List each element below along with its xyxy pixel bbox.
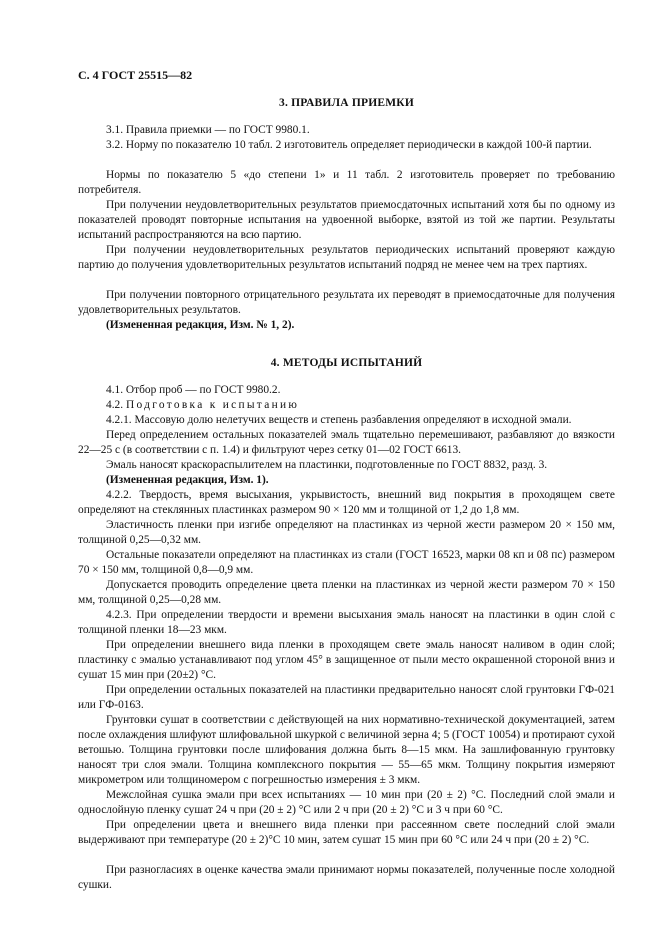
paragraph-4-2-3: 4.2.3. При определении твердости и времени высыхания эмаль наносят на пластинки в один слой с толщиной пленки 18—23 мкм. <box>78 609 615 636</box>
paragraph-4-2-3-primer: При определении остальных показателей на пластинки предварительно наносят слой грунтовки ГФ-021 или ГФ-0163. <box>78 684 615 711</box>
paragraph-4-2-heading: Подготовка к испытанию <box>125 399 300 411</box>
paragraph-4-2-3-drying: Межслойная сушка эмали при всех испытаниях — 10 мин при (20 ± 2) °С. Последний слой эмали и однослойную пленку сушат 24 ч при (20 ± 2) °С или 2 ч при (20 ± 2) °С и 3 ч при 60 °С. <box>78 789 615 816</box>
paragraph-4-2 <box>78 398 615 413</box>
paragraph-4-2-3-primer-drying: Грунтовки сушат в соответствии с действующей на них нормативно-технической документацией, затем после охлаждения шлифуют шлифовальной шкуркой с величиной зерна 4; 5 (ГОСТ 10054) и протирают сухой ветошью. Толщина грунтовки после шлифования должна быть 8—15 мкм. На зашлифованную грунтовку наносят три слоя эмали. Толщина комплексного покрытия — 55—65 мкм. Толщину покрытия измеряют микрометром или толщиномером с погрешностью измерения ± 3 мкм. <box>78 714 615 786</box>
section-3-title: 3. ПРАВИЛА ПРИЕМКИ <box>279 97 414 109</box>
paragraph-4-2-number: 4.2. <box>106 399 126 411</box>
paragraph-4-2-3-appearance: При определении внешнего вида пленки в проходящем свете эмаль наносят наливом в один слой; пластинку с эмалью устанавливают под углом 45° в защищенное от пыли место окрашенной стороной вниз и сушат 15 мин при (20±2) °С. <box>78 639 615 681</box>
paragraph-3-2-repeat: При получении повторного отрицательного результата их переводят в приемосдаточные для получения удовлетворительных результатов. <box>78 289 615 316</box>
paragraph-4-2-2-steel: Остальные показатели определяют на пластинках из стали (ГОСТ 16523, марки 08 кп и 08 пс) размером 70 × 150 мм, толщиной 0,8—0,9 мм. <box>78 549 615 576</box>
paragraph-4-1: 4.1. Отбор проб — по ГОСТ 9980.2. <box>106 384 281 396</box>
paragraph-4-2-1-spraying: Эмаль наносят краскораспылителем на пластинки, подготовленные по ГОСТ 8832, разд. 3. <box>106 459 548 471</box>
paragraph-3-2-norms: Нормы по показателю 5 «до степени 1» и 11 табл. 2 изготовитель проверяет по требованию потребителя. <box>78 169 615 196</box>
paragraph-3-2-periodic: При получении неудовлетворительных результатов периодических испытаний проверяют каждую партию до получения удовлетворительных результатов испытаний подряд не менее чем на трех партиях. <box>78 244 615 271</box>
amendment-note-4: (Измененная редакция, Изм. 1). <box>106 474 269 486</box>
paragraph-4-2-3-disputes: При разногласиях в оценке качества эмали принимают нормы показателей, полученные после холодной сушки. <box>78 864 615 891</box>
paragraph-3-2-retest: При получении неудовлетворительных результатов приемосдаточных испытаний хотя бы по одному из показателей проводят повторные испытания на удвоенной выборке, взятой из той же партии. Результаты испытаний распространяются на всю партию. <box>78 199 615 241</box>
page-header: С. 4 ГОСТ 25515—82 <box>78 68 193 82</box>
paragraph-4-2-3-color-drying: При определении цвета и внешнего вида пленки при рассеянном свете последний слой эмали выдерживают при температуре (20 ± 2)°С 10 мин, затем сушат 15 мин при 60 °С или 24 ч при (20 ± 2) °С. <box>78 819 615 846</box>
paragraph-3-1: 3.1. Правила приемки — по ГОСТ 9980.1. <box>106 124 310 136</box>
section-4-title: 4. МЕТОДЫ ИСПЫТАНИЙ <box>270 357 423 369</box>
paragraph-4-2-2-elasticity: Эластичность пленки при изгибе определяют на пластинках из черной жести размером 20 × 150 мм, толщиной 0,25—0,32 мм. <box>78 519 615 546</box>
amendment-note-3: (Измененная редакция, Изм. № 1, 2). <box>106 319 295 331</box>
paragraph-4-2-2-color: Допускается проводить определение цвета пленки на пластинках из черной жести размером 70 × 150 мм, толщиной 0,25—0,28 мм. <box>78 579 615 606</box>
paragraph-3-2: 3.2. Норму по показателю 10 табл. 2 изготовитель определяет периодически в каждой 100-й партии. <box>106 139 592 151</box>
paragraph-4-2-2: 4.2.2. Твердость, время высыхания, укрывистость, внешний вид покрытия в проходящем свете определяют на стеклянных пластинках размером 90 × 120 мм и толщиной от 1,2 до 1,8 мм. <box>78 489 615 516</box>
paragraph-4-2-1: 4.2.1. Массовую долю нелетучих веществ и степень разбавления определяют в исходной эмали. <box>106 414 572 426</box>
paragraph-4-2-1-mixing: Перед определением остальных показателей эмаль тщательно перемешивают, разбавляют до вязкости 22—25 с (в соответствии с п. 1.4) и фильтруют через сетку 01—02 ГОСТ 6613. <box>78 429 615 456</box>
